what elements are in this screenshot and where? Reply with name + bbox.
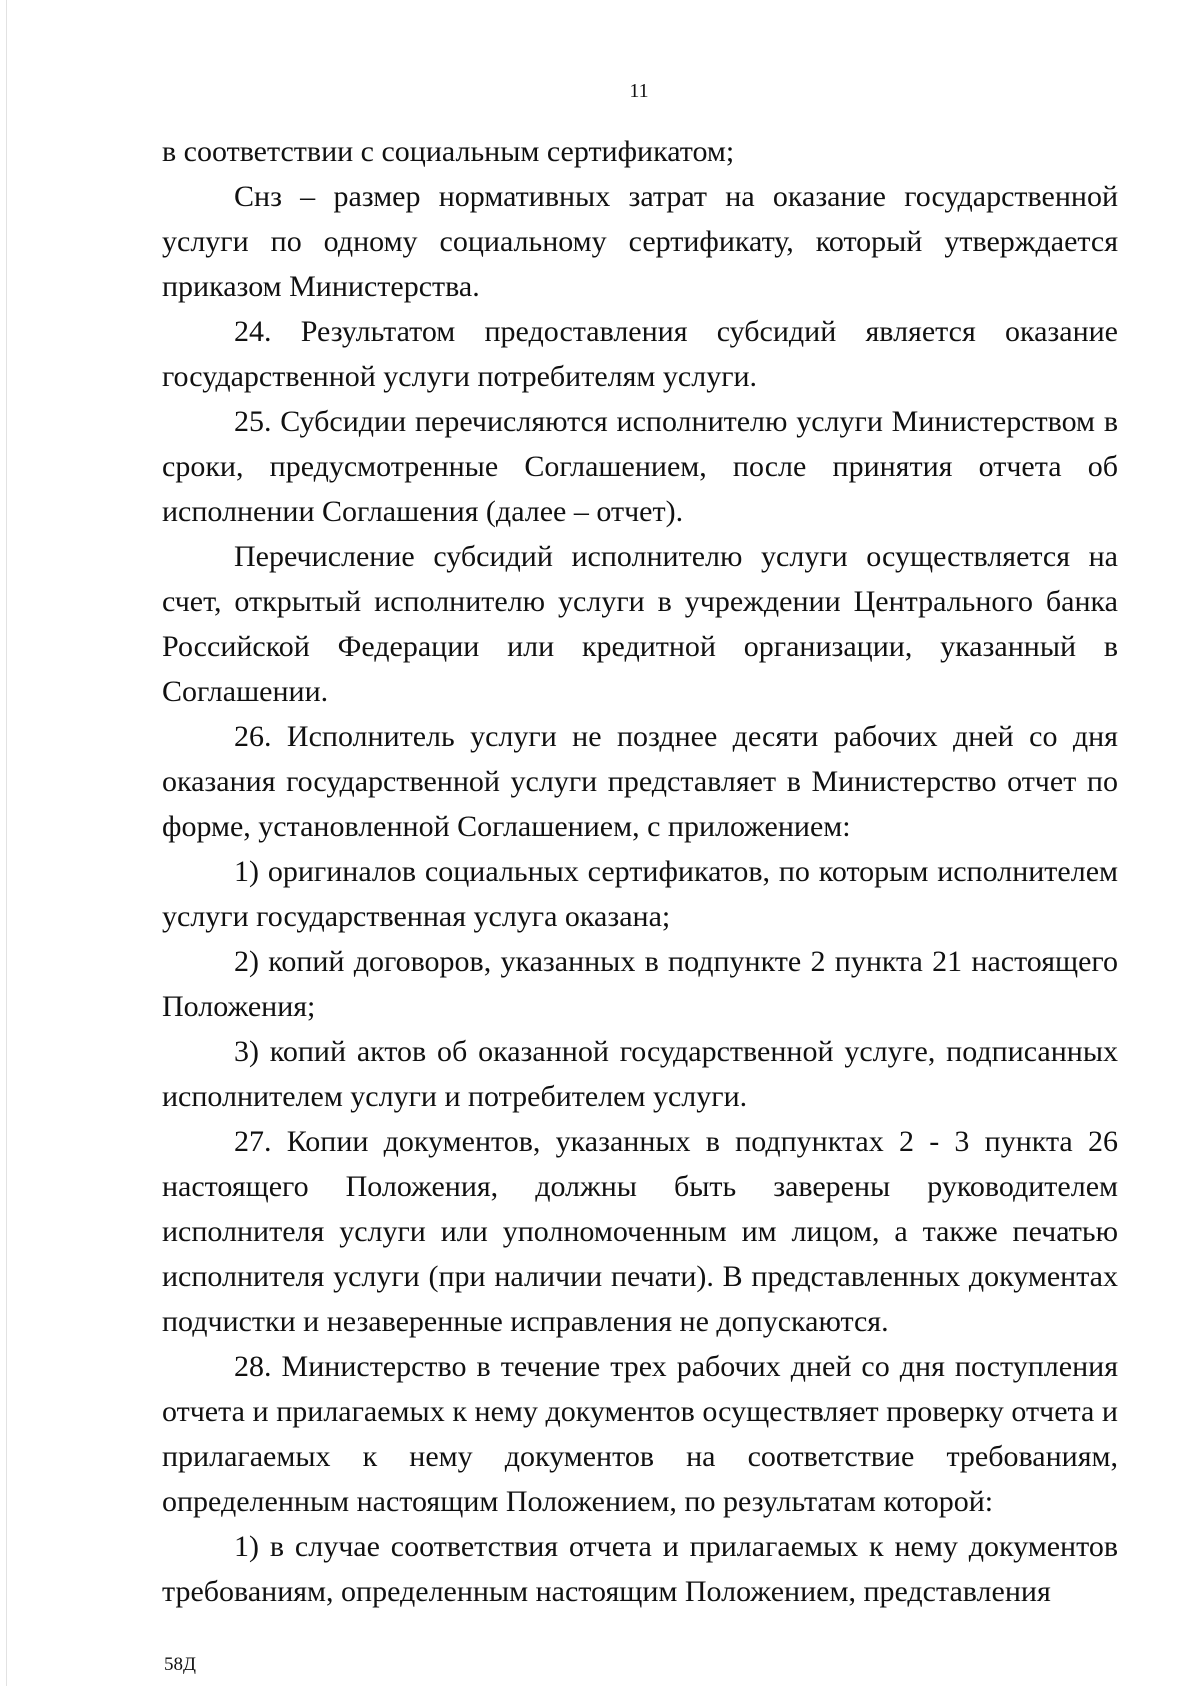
paragraph-item-28-sub-1: 1) в случае соответствия отчета и прилагаемых к нему документов требованиям, определенным настоящим Положением, представления — [162, 1530, 1118, 1608]
paragraph-item-26-sub-1: 1) оригиналов социальных сертификатов, по которым исполнителем услуги государственная услуга оказана; — [162, 855, 1118, 933]
paragraph-continuation: в соответствии с социальным сертификатом; — [162, 135, 735, 168]
page-number: 11 — [629, 80, 649, 102]
document-body — [162, 129, 1118, 1614]
paragraph-snz-definition: Снз – размер нормативных затрат на оказание государственной услуги по одному социальному сертификату, который утверждается приказом Министерства. — [162, 180, 1118, 303]
paragraph-item-26-sub-2: 2) копий договоров, указанных в подпункте 2 пункта 21 настоящего Положения; — [162, 945, 1118, 1023]
paragraph-item-24: 24. Результатом предоставления субсидий является оказание государственной услуги потребителям услуги. — [162, 315, 1118, 393]
footer-document-code: 58Д — [164, 1654, 196, 1675]
paragraph-transfer-account: Перечисление субсидий исполнителю услуги осуществляется на счет, открытый исполнителю услуги в учреждении Центрального банка Российской Федерации или кредитной организации, указанный в Соглашении. — [162, 540, 1118, 708]
paragraph-item-25: 25. Субсидии перечисляются исполнителю услуги Министерством в сроки, предусмотренные Соглашением, после принятия отчета об исполнении Соглашения (далее – отчет). — [162, 405, 1118, 528]
scan-edge-line — [6, 0, 7, 1686]
paragraph-item-27: 27. Копии документов, указанных в подпунктах 2 - 3 пункта 26 настоящего Положения, должны быть заверены руководителем исполнителя услуги или уполномоченным им лицом, а также печатью исполнителя услуги (при наличии печати). В представленных документах подчистки и незаверенные исправления не допускаются. — [162, 1125, 1118, 1338]
paragraph-item-26-sub-3: 3) копий актов об оказанной государственной услуге, подписанных исполнителем услуги и потребителем услуги. — [162, 1035, 1118, 1113]
paragraph-item-26: 26. Исполнитель услуги не позднее десяти рабочих дней со дня оказания государственной услуги представляет в Министерство отчет по форме, установленной Соглашением, с приложением: — [162, 720, 1118, 843]
paragraph-item-28: 28. Министерство в течение трех рабочих дней со дня поступления отчета и прилагаемых к нему документов осуществляет проверку отчета и прилагаемых к нему документов на соответствие требованиям, определенным настоящим Положением, по результатам которой: — [162, 1350, 1118, 1518]
